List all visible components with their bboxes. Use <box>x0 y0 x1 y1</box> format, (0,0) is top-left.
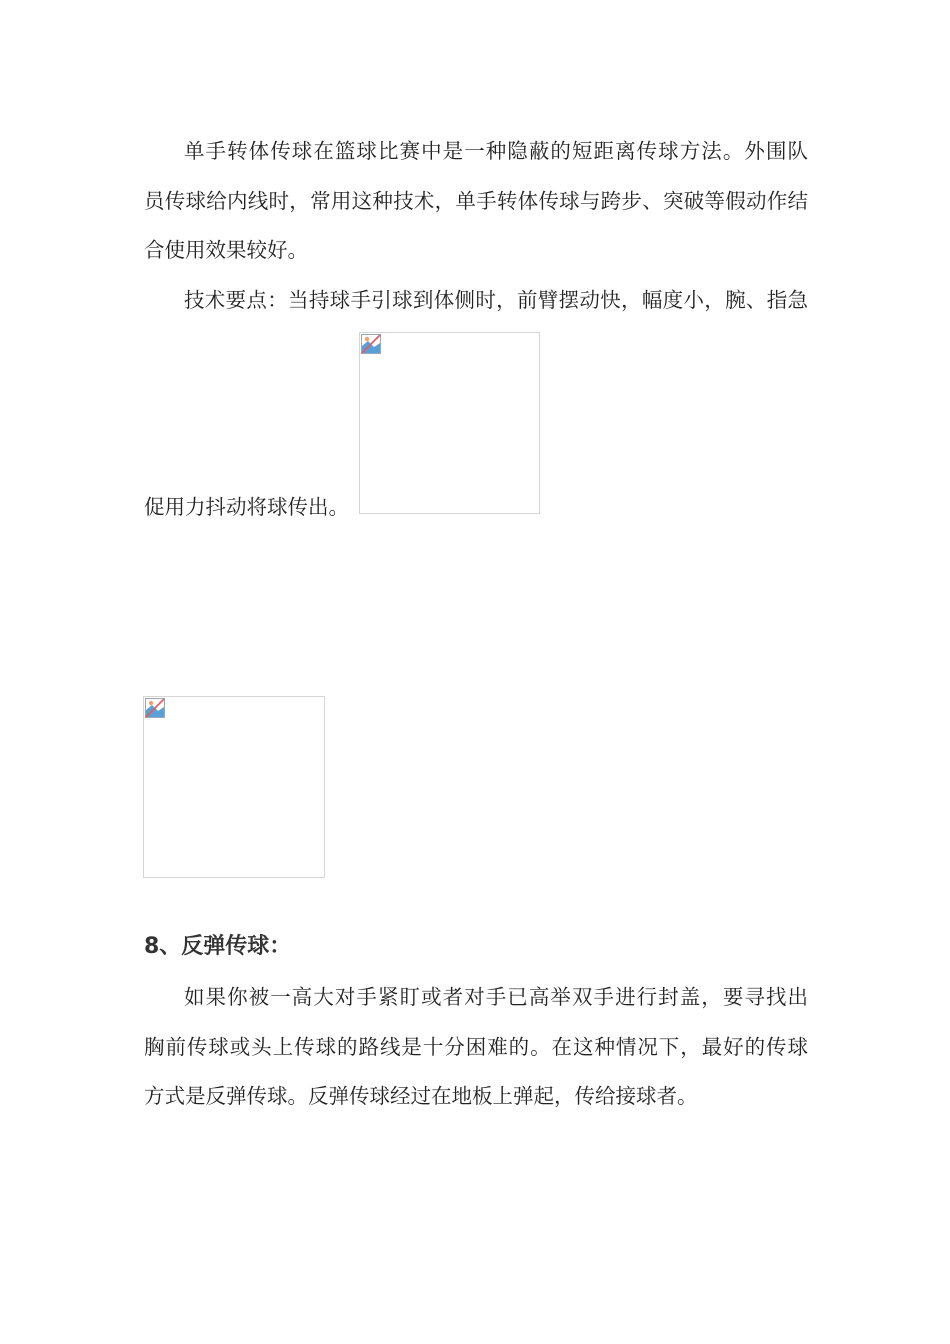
section-8-line-3: 方式是反弹传球。反弹传球经过在地板上弹起，传给接球者。 <box>144 1084 698 1108</box>
section-8-line-1: 如果你被一高大对手紧盯或者对手已高举双手进行封盖，要寻找出 <box>184 985 808 1009</box>
paragraph-2-line-1: 技术要点：当持球手引球到体侧时，前臂摆动快，幅度小，腕、指急 <box>184 288 808 312</box>
broken-image-icon <box>361 334 381 354</box>
section-heading: 8、反弹传球： <box>144 934 292 959</box>
broken-image-icon <box>145 698 165 718</box>
paragraph-1-line-2: 员传球给内线时，常用这种技术，单手转体传球与跨步、突破等假动作结 <box>144 189 808 213</box>
paragraph-1-line-1: 单手转体传球在篮球比赛中是一种隐蔽的短距离传球方法。外围队 <box>184 139 808 163</box>
inline-image-placeholder-1 <box>359 332 540 514</box>
image-placeholder-2 <box>143 696 325 878</box>
paragraph-1-line-3: 合使用效果较好。 <box>144 238 308 262</box>
paragraph-2-line-2: 促用力抖动将球传出。 <box>144 495 349 519</box>
section-8-line-2: 胸前传球或头上传球的路线是十分困难的。在这种情况下，最好的传球 <box>144 1035 808 1059</box>
